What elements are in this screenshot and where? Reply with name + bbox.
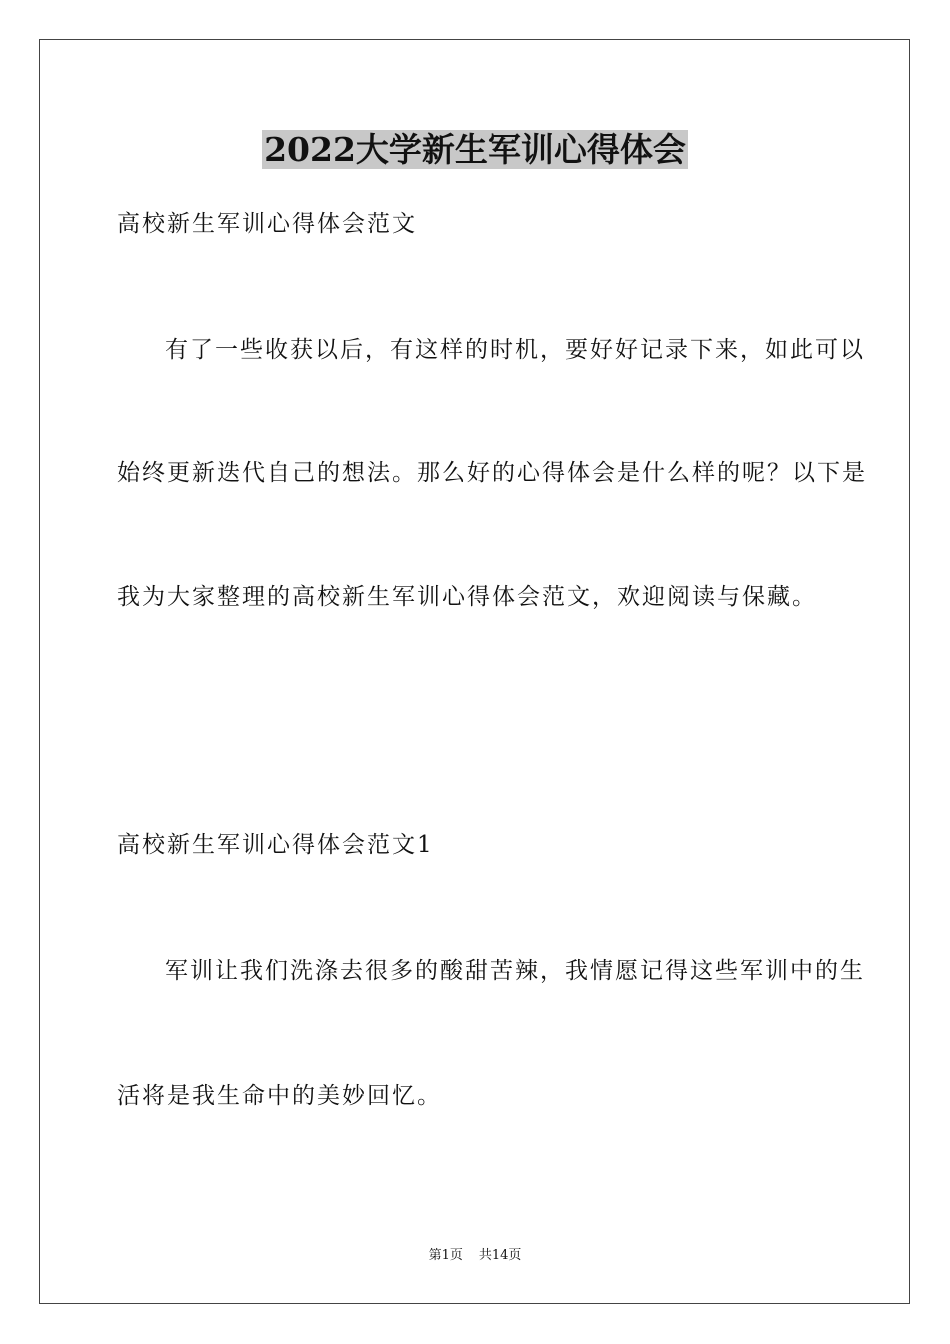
- document-subtitle: 高校新生军训心得体会范文: [117, 211, 417, 237]
- intro-line-3: 我为大家整理的高校新生军训心得体会范文，欢迎阅读与保藏。: [117, 584, 817, 610]
- page-total: 共14页: [478, 1248, 522, 1263]
- section1-line-1: 军训让我们洗涤去很多的酸甜苦辣，我情愿记得这些军训中的生: [165, 958, 865, 984]
- document-title: [0, 124, 950, 176]
- intro-line-1: 有了一些收获以后，有这样的时机，要好好记录下来，如此可以: [165, 337, 865, 363]
- section1-line-2: 活将是我生命中的美妙回忆。: [117, 1083, 442, 1109]
- intro-line-2: 始终更新迭代自己的想法。那么好的心得体会是什么样的呢？以下是: [117, 460, 867, 486]
- section1-heading: 高校新生军训心得体会范文1: [117, 832, 434, 858]
- document-title-text: 2022大学新生军训心得体会: [264, 130, 686, 169]
- page-number: 第1页: [428, 1248, 463, 1263]
- page-footer: [0, 1246, 950, 1266]
